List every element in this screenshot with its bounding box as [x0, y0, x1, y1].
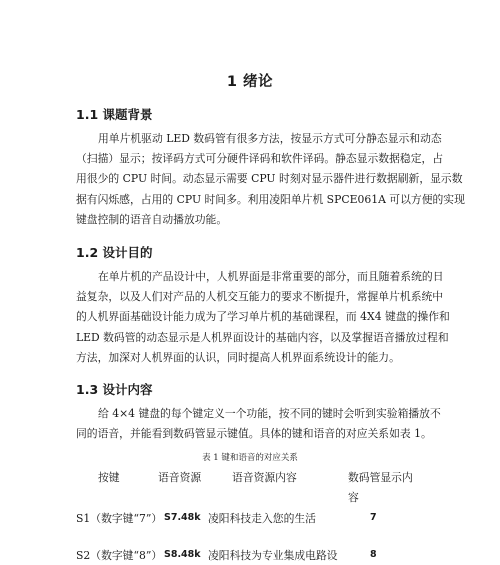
- paragraph-line: 键盘控制的语音自动播放功能。: [76, 212, 228, 226]
- section-paragraph-background: [76, 129, 465, 230]
- paragraph-line: 方法，加深对人机界面的认识，同时提高人机界面系统设计的能力。: [76, 350, 400, 364]
- table-header-display-cont: 容: [348, 491, 359, 504]
- section-heading-purpose: 1.2 设计目的: [76, 245, 153, 260]
- table-row-0-display: 7: [370, 512, 377, 523]
- table-row-1-display: 8: [370, 549, 377, 560]
- section-paragraph-purpose: [76, 267, 450, 368]
- table-caption: 表 1 键和语音的对应关系: [202, 453, 298, 463]
- table-row-0-content: 凌阳科技走入您的生活: [208, 512, 316, 525]
- paragraph-line: 用单片机驱动 LED 数码管有很多方法，按显示方式可分静态显示和动态: [98, 132, 442, 145]
- chapter-title: 1 绪论: [226, 74, 274, 90]
- table-header-key: 按键: [98, 471, 120, 484]
- section-paragraph-content: [76, 404, 441, 444]
- section-heading-content: 1.3 设计内容: [76, 382, 153, 397]
- paragraph-line: LED 数码管的动态显示是人机界面设计的基础内容，以及掌握语音播放过程和: [76, 330, 449, 344]
- paragraph-line: 同的语音，并能看到数码管显示键值。具体的键和语音的对应关系如表 1。: [76, 427, 432, 441]
- paragraph-line: 用很少的 CPU 时间。动态显示需要 CPU 时刻对显示器件进行数据刷新，显示数: [76, 172, 463, 186]
- table-row-1-content: 凌阳科技为专业集成电路设: [208, 549, 338, 562]
- paragraph-line: 益复杂，以及人们对产品的人机交互能力的要求不断提升，常握单片机系统中: [76, 290, 444, 304]
- table-row-1-size: S8.48k: [164, 549, 201, 560]
- paragraph-line: 在单片机的产品设计中，人机界面是非常重要的部分，而且随着系统的日: [98, 270, 444, 283]
- table-header-voice-content: 语音资源内容: [232, 471, 297, 484]
- table-header-voice-resource: 语音资源: [158, 471, 202, 484]
- table-header-display: 数码管显示内: [348, 471, 413, 484]
- section-heading-background: 1.1 课题背景: [76, 107, 153, 122]
- table-row-1-key: S2（数字键“8”）: [76, 549, 163, 562]
- table-row-0-size: S7.48k: [164, 512, 201, 523]
- paragraph-line: 给 4×4 键盘的每个键定义一个功能，按不同的键时会听到实验箱播放不: [98, 407, 441, 420]
- paragraph-line: （扫描）显示；按译码方式可分硬件译码和软件译码。静态显示数据稳定，占: [76, 152, 444, 166]
- paragraph-line: 的人机界面基础设计能力成为了学习单片机的基础课程，而 4X4 键盘的操作和: [76, 310, 450, 324]
- paragraph-line: 据有闪烁感，占用的 CPU 时间多。利用凌阳单片机 SPCE061A 可以方便的实现: [76, 192, 465, 206]
- table-row-0-key: S1（数字键“7”）: [76, 512, 163, 525]
